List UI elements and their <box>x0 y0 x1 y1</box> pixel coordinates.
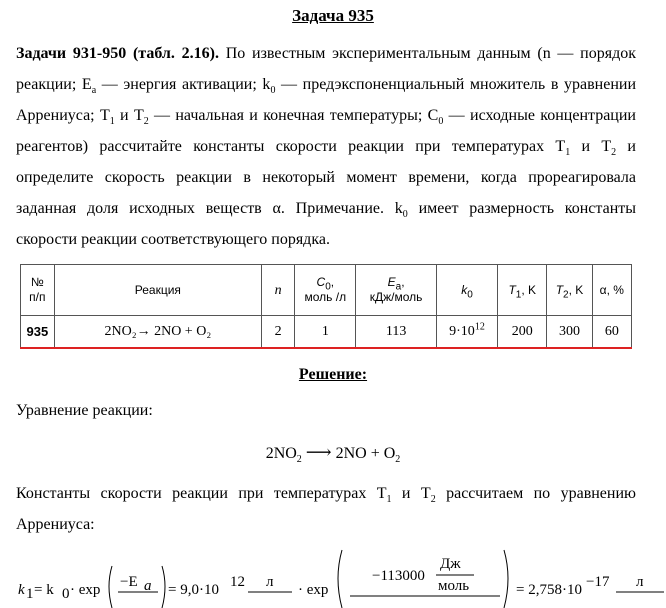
svg-text:· exp: · exp <box>298 582 329 598</box>
reaction-label: Уравнение реакции: <box>16 402 153 419</box>
header-t2: $T_2$, K <box>547 265 592 316</box>
solution-heading: Решение: <box>298 366 368 383</box>
svg-text:k: k <box>18 582 25 598</box>
svg-text:0: 0 <box>62 586 70 602</box>
problem-range: Задачи 931-950 (табл. 2.16). <box>16 45 219 62</box>
header-reaction: Реакция <box>54 265 261 316</box>
header-c0: $C_0$, моль /л <box>295 265 356 316</box>
arrhenius-formula <box>16 548 666 608</box>
cell-t1: 200 <box>498 316 547 349</box>
cell-n: 2 <box>262 316 295 349</box>
svg-text:−113000: −113000 <box>372 568 425 584</box>
svg-text:Дж: Дж <box>440 556 461 572</box>
problem-title: Задача 935 <box>292 6 374 25</box>
arrhenius-paragraph: Константы скорости реакции при температурах $T_1$ и $T_2$ рассчитаем по уравнению Аррениуса: <box>16 485 636 533</box>
cell-number: 935 <box>21 316 55 349</box>
cell-ea: 113 <box>356 316 437 349</box>
svg-text:моль: моль <box>438 578 470 594</box>
svg-text:= 9,0·10: = 9,0·10 <box>168 582 219 598</box>
svg-text:л: л <box>266 574 274 590</box>
reaction-equation: $2NO_2$ ⟶ $2NO + O_2$ <box>265 442 401 466</box>
svg-text:−17: −17 <box>586 574 610 590</box>
svg-text:= k: = k <box>34 582 54 598</box>
cell-c0: 1 <box>295 316 356 349</box>
svg-text:= 2,758·10: = 2,758·10 <box>516 582 582 598</box>
svg-text:a: a <box>144 578 152 594</box>
header-number: № п/п <box>21 265 55 316</box>
cell-k0: $9\cdot 10^{12}$ <box>436 316 497 349</box>
problem-statement: Задачи 931-950 (табл. 2.16). По известным экспериментальным данным (n — порядок реакции; $E_a$ — энергия активации; $k_0$ — предэкспоненциальный множитель в уравнении Аррениуса; $T_1$ и $T_2$ — начальная и конечная температуры; $C_0$ — исходные концентрации реагентов) рассчитайте константы скорости реакции при температурах $T_1$ и $T_2$ и определите скорость реакции в некоторый момент времени, когда прореагировала заданная доля исходных веществ α. Примечание. $k_0$ имеет размерность константы скорости реакции соответствующего порядка. <box>16 45 637 248</box>
data-table <box>20 264 632 349</box>
header-k0: $k_0$ <box>436 265 497 316</box>
header-t1: $T_1$, K <box>498 265 547 316</box>
header-alpha: α, % <box>592 265 631 316</box>
svg-text:· exp: · exp <box>70 582 101 598</box>
svg-text:л: л <box>636 574 644 590</box>
cell-alpha: 60 <box>592 316 631 349</box>
formula-graphic <box>16 548 666 608</box>
cell-t2: 300 <box>547 316 592 349</box>
svg-text:1: 1 <box>26 586 34 602</box>
table-row <box>21 316 632 349</box>
header-ea: $E_a$, кДж/моль <box>356 265 437 316</box>
svg-text:12: 12 <box>230 574 245 590</box>
header-n: n <box>262 265 295 316</box>
svg-text:−E: −E <box>120 574 138 590</box>
cell-reaction: 2NO₂→ 2NO + O₂ <box>54 316 261 349</box>
